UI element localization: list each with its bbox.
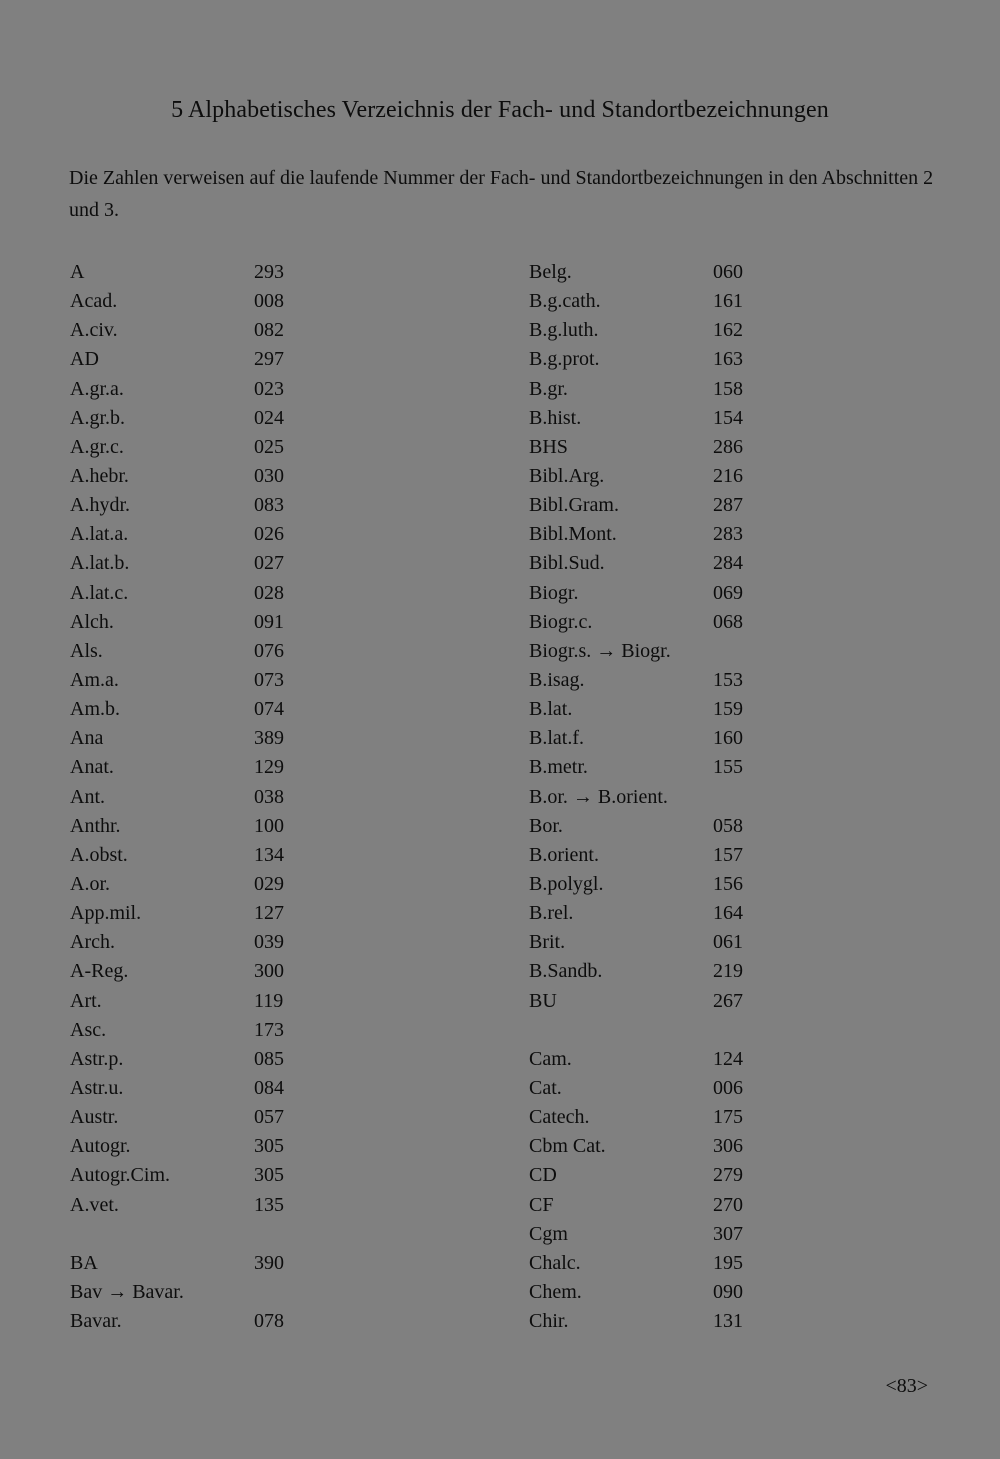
entry-term: Chem. — [529, 1280, 582, 1303]
index-entry — [70, 870, 330, 899]
page-heading: 5 Alphabetisches Verzeichnis der Fach- und Standortbezeichnungen — [171, 97, 829, 123]
entry-number: 083 — [254, 494, 284, 517]
entry-term: A.lat.b. — [70, 552, 130, 575]
entry-number: 293 — [254, 261, 284, 283]
entry-number: 030 — [254, 464, 284, 487]
intro-text: Die Zahlen verweisen auf die laufende Nummer der Fach- und Standortbezeichnungen in den Abschnitten 2 und 3. — [69, 167, 934, 221]
index-left-column — [70, 258, 330, 1336]
entry-number: 082 — [254, 319, 284, 342]
entry-term: A — [70, 261, 85, 283]
entry-number: 061 — [713, 931, 743, 954]
entry-term: Ant. — [70, 785, 105, 808]
entry-number: 270 — [713, 1193, 743, 1216]
index-entry — [529, 928, 789, 957]
entry-number: 297 — [254, 348, 284, 371]
index-entry — [529, 1103, 789, 1132]
index-entry — [529, 404, 789, 433]
entry-number: 219 — [713, 960, 743, 983]
index-entry — [70, 637, 330, 666]
entry-term: Chalc. — [529, 1251, 581, 1274]
index-entry — [70, 1249, 330, 1278]
entry-number: 039 — [254, 931, 284, 954]
entry-number: 307 — [713, 1222, 743, 1245]
entry-term: Art. — [70, 989, 102, 1012]
entry-term: B.orient. — [529, 843, 599, 866]
index-entry — [529, 1016, 789, 1045]
index-entry — [529, 1278, 789, 1307]
entry-term: B.g.prot. — [529, 348, 600, 371]
index-entry — [529, 549, 789, 578]
index-entry — [529, 258, 789, 287]
index-entry — [529, 724, 789, 753]
index-entry — [70, 1191, 330, 1220]
entry-number: 154 — [713, 406, 743, 429]
entry-term: B.lat.f. — [529, 727, 584, 750]
index-entry — [70, 1132, 330, 1161]
entry-term: Bibl.Sud. — [529, 552, 605, 575]
index-entry — [70, 287, 330, 316]
entry-term: B.hist. — [529, 406, 582, 429]
entry-term: Arch. — [70, 931, 115, 954]
entry-term: A.obst. — [70, 843, 128, 866]
index-entry — [70, 258, 330, 287]
entry-term: CD — [529, 1164, 557, 1187]
entry-term: A.hydr. — [70, 494, 130, 517]
entry-number: 389 — [254, 727, 284, 750]
index-entry — [529, 957, 789, 986]
index-entry — [529, 462, 789, 491]
index-entry — [70, 404, 330, 433]
entry-number: 284 — [713, 552, 743, 575]
entry-number: 135 — [254, 1193, 284, 1216]
entry-number: 160 — [713, 727, 743, 750]
entry-term: Anthr. — [70, 814, 121, 837]
index-entry — [529, 1307, 789, 1336]
entry-number: 085 — [254, 1047, 284, 1070]
index-entry — [529, 812, 789, 841]
entry-number: 164 — [713, 902, 743, 925]
entry-number: 058 — [713, 814, 743, 837]
entry-term: Ana — [70, 727, 104, 750]
entry-term: B.lat. — [529, 698, 573, 721]
index-entry — [70, 608, 330, 637]
entry-number: 129 — [254, 756, 284, 779]
index-entry — [529, 1249, 789, 1278]
index-entry — [529, 1161, 789, 1190]
entry-number: 390 — [254, 1251, 284, 1274]
entry-number: 195 — [713, 1251, 743, 1274]
entry-number: 306 — [713, 1135, 743, 1158]
entry-term: Biogr.c. — [529, 610, 593, 633]
entry-number: 134 — [254, 843, 284, 866]
index-entry — [529, 1220, 789, 1249]
entry-term: B.rel. — [529, 902, 574, 925]
index-entry — [529, 491, 789, 520]
index-entry — [529, 637, 789, 666]
entry-term: Astr.u. — [70, 1076, 124, 1099]
index-entry — [70, 928, 330, 957]
entry-number: 100 — [254, 814, 284, 837]
entry-term: Brit. — [529, 931, 566, 954]
index-entry — [70, 987, 330, 1016]
index-entry — [70, 520, 330, 549]
entry-term: A.vet. — [70, 1193, 119, 1216]
index-entry — [70, 345, 330, 374]
entry-term: B.metr. — [529, 756, 588, 779]
entry-term: B.or. → B.orient. — [529, 785, 668, 808]
entry-number: 119 — [254, 989, 284, 1012]
entry-number: 305 — [254, 1164, 284, 1187]
entry-term: Am.b. — [70, 698, 120, 721]
entry-term: Cgm — [529, 1222, 568, 1245]
entry-number: 283 — [713, 523, 743, 546]
entry-number: 267 — [713, 989, 743, 1012]
entry-term: Autogr.Cim. — [70, 1164, 171, 1187]
index-entry — [70, 1103, 330, 1132]
index-entry — [70, 812, 330, 841]
entry-number: 068 — [713, 610, 743, 633]
entry-term: Belg. — [529, 261, 572, 283]
entry-number: 078 — [254, 1310, 284, 1333]
index-entry — [70, 491, 330, 520]
index-entry — [70, 753, 330, 782]
entry-number: 073 — [254, 668, 284, 691]
entry-term: Bibl.Mont. — [529, 523, 617, 546]
entry-term: Catech. — [529, 1106, 590, 1129]
entry-number: 060 — [713, 261, 743, 283]
entry-number: 155 — [713, 756, 743, 779]
entry-number: 127 — [254, 902, 284, 925]
index-entry — [70, 462, 330, 491]
entry-number: 008 — [254, 290, 284, 313]
index-right-column — [529, 258, 789, 1336]
index-entry — [70, 316, 330, 345]
index-entry — [529, 695, 789, 724]
entry-term: Chir. — [529, 1310, 569, 1333]
index-entry — [70, 666, 330, 695]
entry-number: 026 — [254, 523, 284, 546]
entry-term: Asc. — [70, 1018, 107, 1041]
entry-term: Als. — [70, 639, 103, 662]
entry-term: Bavar. — [70, 1310, 122, 1333]
index-entry — [70, 1307, 330, 1336]
entry-number: 069 — [713, 581, 743, 604]
entry-term: A.gr.a. — [70, 377, 124, 400]
index-entry — [529, 375, 789, 404]
entry-term: B.isag. — [529, 668, 585, 691]
index-entry — [529, 345, 789, 374]
entry-number: 305 — [254, 1135, 284, 1158]
entry-term: A.civ. — [70, 319, 118, 342]
index-entry — [529, 520, 789, 549]
entry-term: Anat. — [70, 756, 114, 779]
index-entry — [70, 433, 330, 462]
index-entry — [70, 841, 330, 870]
entry-term: B.Sandb. — [529, 960, 603, 983]
entry-number: 074 — [254, 698, 284, 721]
entry-term: Bor. — [529, 814, 563, 837]
index-entry — [529, 1074, 789, 1103]
entry-term: CF — [529, 1193, 554, 1216]
entry-term: B.polygl. — [529, 872, 604, 895]
entry-term: BA — [70, 1251, 98, 1274]
entry-term: Cbm Cat. — [529, 1135, 606, 1158]
entry-number: 162 — [713, 319, 743, 342]
entry-term: Am.a. — [70, 668, 119, 691]
entry-term: AD — [70, 348, 99, 371]
index-entry — [529, 1191, 789, 1220]
entry-number: 076 — [254, 639, 284, 662]
entry-term: Alch. — [70, 610, 114, 633]
entry-term: Cat. — [529, 1076, 562, 1099]
index-entry — [529, 987, 789, 1016]
index-entry — [529, 666, 789, 695]
index-entry — [70, 1045, 330, 1074]
index-entry — [70, 1074, 330, 1103]
entry-number: 159 — [713, 698, 743, 721]
entry-number: 163 — [713, 348, 743, 371]
entry-term: App.mil. — [70, 902, 142, 925]
entry-number: 300 — [254, 960, 284, 983]
index-entry — [70, 695, 330, 724]
index-entry — [70, 957, 330, 986]
entry-term: Bav → Bavar. — [70, 1280, 184, 1303]
index-entry — [70, 1278, 330, 1307]
entry-term: Biogr.s. → Biogr. — [529, 639, 671, 662]
entry-number: 279 — [713, 1164, 743, 1187]
index-entry — [70, 549, 330, 578]
entry-number: 216 — [713, 464, 743, 487]
entry-number: 287 — [713, 494, 743, 517]
index-entry — [529, 579, 789, 608]
entry-term: Austr. — [70, 1106, 119, 1129]
entry-number: 027 — [254, 552, 284, 575]
index-entry — [70, 579, 330, 608]
entry-number: 029 — [254, 872, 284, 895]
entry-term: Biogr. — [529, 581, 579, 604]
entry-number: 124 — [713, 1047, 743, 1070]
index-entry — [529, 841, 789, 870]
index-entry — [70, 375, 330, 404]
entry-number: 023 — [254, 377, 284, 400]
entry-number: 157 — [713, 843, 743, 866]
index-entry — [529, 899, 789, 928]
entry-term: A.or. — [70, 872, 110, 895]
index-entry — [529, 316, 789, 345]
entry-term: Bibl.Gram. — [529, 494, 619, 517]
entry-term: BHS — [529, 435, 568, 458]
entry-number: 057 — [254, 1106, 284, 1129]
entry-term: A.gr.c. — [70, 435, 124, 458]
entry-term: Astr.p. — [70, 1047, 124, 1070]
entry-term: A.lat.c. — [70, 581, 129, 604]
page-number: <83> — [885, 1375, 928, 1397]
entry-number: 024 — [254, 406, 284, 429]
entry-term: B.g.cath. — [529, 290, 601, 313]
entry-term: Cam. — [529, 1047, 572, 1070]
entry-number: 028 — [254, 581, 284, 604]
entry-term: BU — [529, 989, 557, 1012]
index-entry — [529, 433, 789, 462]
index-entry — [70, 783, 330, 812]
index-entry — [70, 1220, 330, 1249]
entry-term: B.g.luth. — [529, 319, 599, 342]
entry-number: 025 — [254, 435, 284, 458]
entry-number: 158 — [713, 377, 743, 400]
entry-number: 084 — [254, 1076, 284, 1099]
entry-term: B.gr. — [529, 377, 568, 400]
index-entry — [529, 1132, 789, 1161]
entry-number: 173 — [254, 1018, 284, 1041]
entry-term: Bibl.Arg. — [529, 464, 605, 487]
entry-number: 153 — [713, 668, 743, 691]
index-entry — [70, 1161, 330, 1190]
index-entry — [529, 753, 789, 782]
entry-number: 091 — [254, 610, 284, 633]
index-entry — [529, 783, 789, 812]
index-entry — [529, 1045, 789, 1074]
entry-number: 286 — [713, 435, 743, 458]
entry-term: A.gr.b. — [70, 406, 125, 429]
index-entry — [70, 899, 330, 928]
entry-term: A.lat.a. — [70, 523, 129, 546]
entry-number: 006 — [713, 1076, 743, 1099]
entry-term: Autogr. — [70, 1135, 131, 1158]
entry-term: A.hebr. — [70, 464, 129, 487]
entry-number: 175 — [713, 1106, 743, 1129]
index-entry — [70, 724, 330, 753]
entry-number: 131 — [713, 1310, 743, 1333]
entry-number: 038 — [254, 785, 284, 808]
index-entry — [70, 1016, 330, 1045]
entry-number: 090 — [713, 1280, 743, 1303]
index-entry — [529, 287, 789, 316]
entry-term: Acad. — [70, 290, 118, 313]
index-entry — [529, 608, 789, 637]
index-entry — [529, 870, 789, 899]
entry-number: 161 — [713, 290, 743, 313]
entry-term: A-Reg. — [70, 960, 129, 983]
entry-number: 156 — [713, 872, 743, 895]
